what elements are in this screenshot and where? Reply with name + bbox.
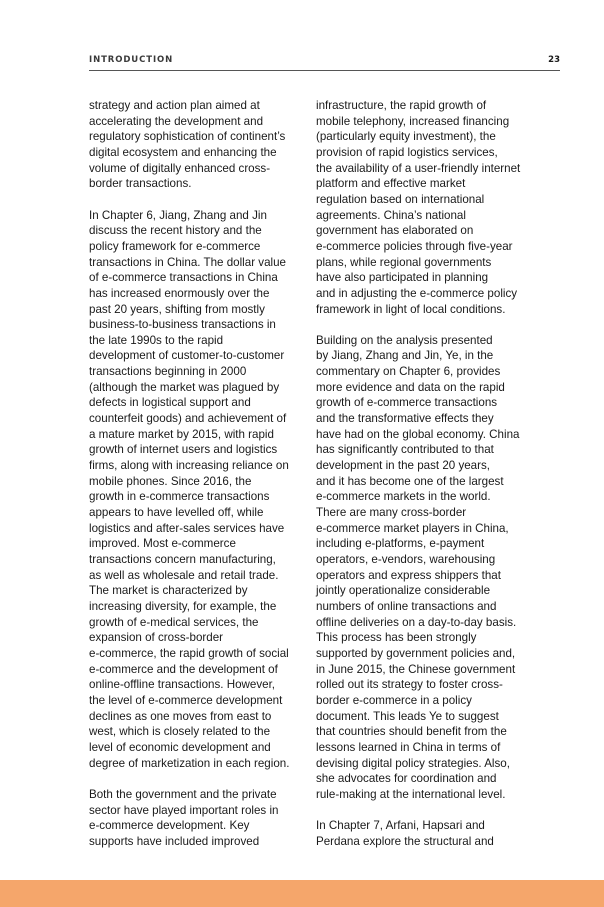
- text-line: offline deliveries on a day-to-day basis.: [316, 615, 517, 629]
- running-header: [89, 55, 560, 71]
- text-line: plans, while regional governments: [316, 255, 492, 269]
- text-line: border transactions.: [89, 177, 192, 191]
- text-line: jointly operationalize considerable: [316, 584, 491, 598]
- text-line: Building on the analysis presented: [316, 333, 493, 347]
- text-line: growth of internet users and logistics: [89, 443, 278, 457]
- text-line: level of economic development and: [89, 740, 271, 754]
- text-line: improved. Most e-commerce: [89, 537, 236, 551]
- text-line: growth of e-commerce transactions: [316, 396, 498, 410]
- text-line: transactions in China. The dollar value: [89, 255, 286, 269]
- text-line: e-commerce and the development of: [89, 662, 278, 676]
- text-line: infrastructure, the rapid growth of: [316, 99, 487, 112]
- paragraph: [316, 333, 538, 803]
- text-line: as well as wholesale and retail trade.: [89, 568, 279, 582]
- text-line: has increased enormously over the: [89, 286, 270, 300]
- section-title: INTRODUCTION: [89, 55, 174, 65]
- text-line: numbers of online transactions and: [316, 599, 497, 613]
- text-line: have had on the global economy. China: [316, 427, 520, 441]
- text-line: This process has been strongly: [316, 631, 477, 645]
- text-line: development of customer-to-customer: [89, 349, 285, 363]
- text-line: supported by government policies and,: [316, 646, 516, 660]
- text-line: provision of rapid logistics services,: [316, 145, 498, 159]
- text-line: of e-commerce transactions in China: [89, 271, 278, 285]
- text-line: framework in light of local conditions.: [316, 302, 506, 316]
- text-line: online-offline transactions. However,: [89, 678, 276, 692]
- text-line: counterfeit goods) and achievement of: [89, 412, 287, 426]
- text-line: declines as one moves from east to: [89, 709, 272, 723]
- text-line: border e-commerce in a policy: [316, 693, 472, 707]
- text-line: rolled out its strategy to foster cross-: [316, 678, 503, 692]
- text-line: sector have played important roles in: [89, 803, 279, 817]
- text-line: lessons learned in China in terms of: [316, 740, 501, 754]
- text-line: expansion of cross-border: [89, 631, 224, 645]
- text-line: devising digital policy strategies. Also,: [316, 756, 510, 770]
- text-line: in June 2015, the Chinese government: [316, 662, 516, 676]
- text-line: e-commerce, the rapid growth of social: [89, 646, 289, 660]
- paragraph: [89, 208, 309, 772]
- text-line: more evidence and data on the rapid: [316, 380, 505, 394]
- left-column: [89, 98, 309, 849]
- text-line: growth in e-commerce transactions: [89, 490, 270, 504]
- text-line: strategy and action plan aimed at: [89, 99, 260, 112]
- text-line: mobile phones. Since 2016, the: [89, 474, 252, 488]
- text-line: platform and effective market: [316, 177, 466, 191]
- text-line: Both the government and the private: [89, 787, 277, 801]
- text-line: development in the past 20 years,: [316, 459, 491, 473]
- text-line: The market is characterized by: [89, 584, 248, 598]
- text-line: have also participated in planning: [316, 271, 489, 285]
- text-line: e-commerce policies through five-year: [316, 239, 513, 253]
- header-rule: [89, 70, 560, 71]
- paragraph: [89, 787, 309, 850]
- text-line: west, which is closely related to the: [89, 725, 271, 739]
- text-line: regulatory sophistication of continent’s: [89, 130, 286, 144]
- text-line: growth of e-medical services, the: [89, 615, 259, 629]
- text-line: regulation based on international: [316, 192, 485, 206]
- text-line: past 20 years, shifting from mostly: [89, 302, 265, 316]
- text-line: digital ecosystem and enhancing the: [89, 145, 277, 159]
- text-line: by Jiang, Zhang and Jin, Ye, in the: [316, 349, 494, 363]
- text-line: the availability of a user-friendly internet: [316, 161, 521, 175]
- right-column: [316, 98, 538, 849]
- text-line: and in adjusting the e-commerce policy: [316, 286, 518, 300]
- text-line: increasing diversity, for example, the: [89, 599, 277, 613]
- paragraph: [316, 98, 538, 317]
- text-line: a mature market by 2015, with rapid: [89, 427, 274, 441]
- text-line: commentary on Chapter 6, provides: [316, 365, 501, 379]
- text-line: operators and express shippers that: [316, 568, 501, 582]
- text-line: (particularly equity investment), the: [316, 130, 496, 144]
- text-line: Perdana explore the structural and: [316, 834, 494, 848]
- text-line: and it has become one of the largest: [316, 474, 504, 488]
- paragraph: [89, 98, 309, 192]
- page-number: 23: [548, 55, 560, 65]
- text-line: and the transformative effects they: [316, 412, 494, 426]
- text-line: government has elaborated on: [316, 224, 474, 238]
- text-line: she advocates for coordination and: [316, 772, 497, 786]
- footer-band: [0, 880, 604, 907]
- text-line: that countries should benefit from the: [316, 725, 507, 739]
- text-line: volume of digitally enhanced cross-: [89, 161, 271, 175]
- text-line: e-commerce markets in the world.: [316, 490, 491, 504]
- text-line: the level of e-commerce development: [89, 693, 283, 707]
- text-line: business-to-business transactions in: [89, 318, 276, 332]
- text-line: appears to have levelled off, while: [89, 506, 264, 520]
- text-line: transactions beginning in 2000: [89, 365, 247, 379]
- text-line: transactions concern manufacturing,: [89, 553, 276, 567]
- text-line: operators, e-vendors, warehousing: [316, 553, 496, 567]
- text-line: In Chapter 7, Arfani, Hapsari and: [316, 819, 485, 833]
- text-line: agreements. China’s national: [316, 208, 466, 222]
- text-line: document. This leads Ye to suggest: [316, 709, 499, 723]
- paragraph-gap: [316, 803, 538, 819]
- text-line: firms, along with increasing reliance on: [89, 459, 289, 473]
- text-line: including e-platforms, e-payment: [316, 537, 485, 551]
- text-line: policy framework for e-commerce: [89, 239, 261, 253]
- text-line: has significantly contributed to that: [316, 443, 494, 457]
- text-line: rule-making at the international level.: [316, 787, 506, 801]
- paragraph-gap: [89, 771, 309, 787]
- text-line: There are many cross-border: [316, 506, 467, 520]
- text-line: accelerating the development and: [89, 114, 264, 128]
- text-line: In Chapter 6, Jiang, Zhang and Jin: [89, 208, 267, 222]
- paragraph: [316, 818, 538, 849]
- text-line: supports have included improved: [89, 834, 260, 848]
- text-line: mobile telephony, increased financing: [316, 114, 510, 128]
- paragraph-gap: [316, 317, 538, 333]
- paragraph-gap: [89, 192, 309, 208]
- text-line: the late 1990s to the rapid: [89, 333, 224, 347]
- text-line: e-commerce development. Key: [89, 819, 250, 833]
- text-line: discuss the recent history and the: [89, 224, 262, 238]
- text-line: defects in logistical support and: [89, 396, 251, 410]
- text-line: (although the market was plagued by: [89, 380, 280, 394]
- text-line: e-commerce market players in China,: [316, 521, 509, 535]
- text-line: degree of marketization in each region.: [89, 756, 290, 770]
- text-line: logistics and after-sales services have: [89, 521, 285, 535]
